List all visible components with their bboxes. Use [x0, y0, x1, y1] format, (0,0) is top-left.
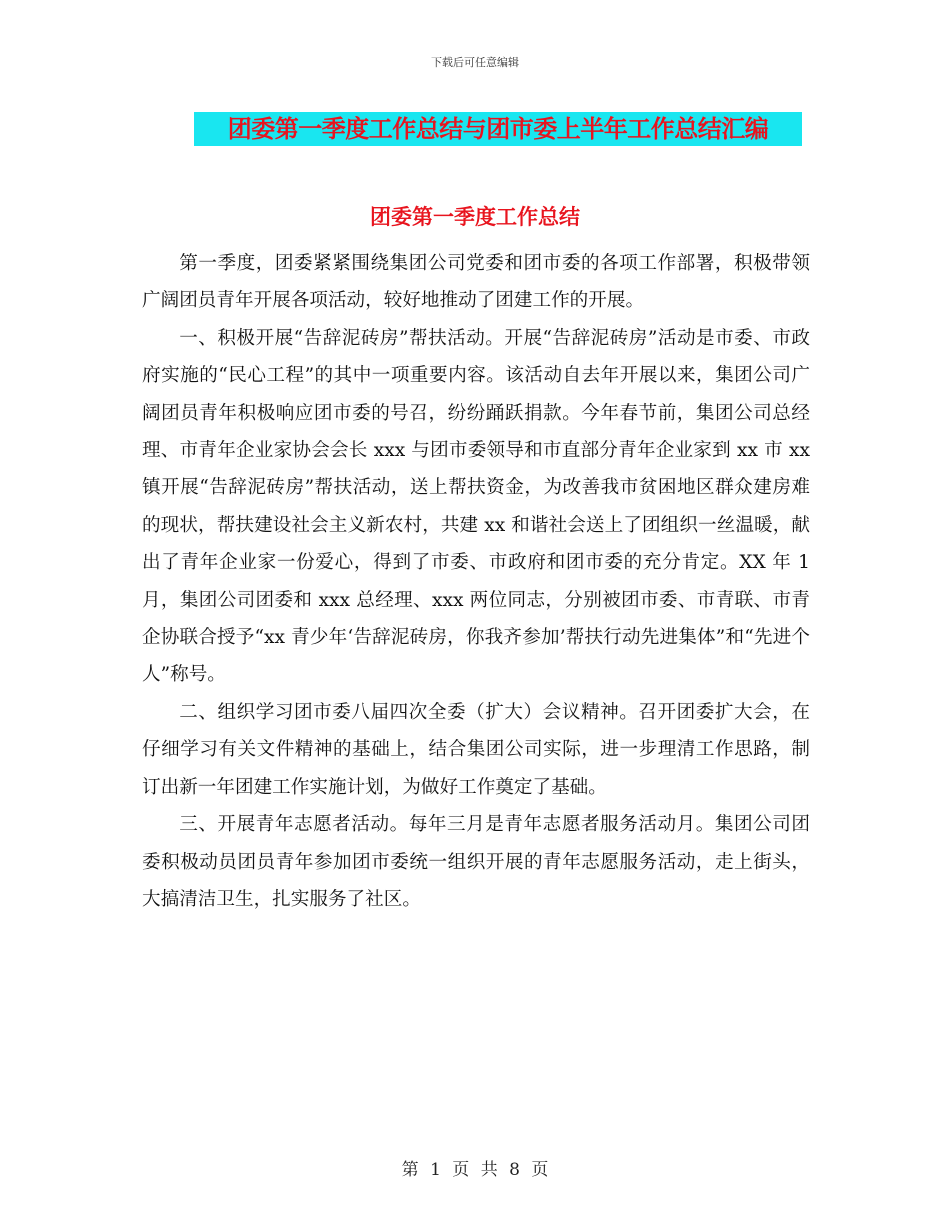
- paragraph-item-3: 三、开展青年志愿者活动。每年三月是青年志愿者服务活动月。集团公司团委积极动员团员青年参加团市委统一组织开展的青年志愿服务活动，走上街头，大搞清洁卫生，扎实服务了社区。: [142, 814, 810, 910]
- document-body: [142, 245, 810, 918]
- page-number: 第 1 页 共 8 页: [401, 1160, 549, 1180]
- paragraph-item-2: 二、组织学习团市委八届四次全委（扩大）会议精神。召开团委扩大会，在仔细学习有关文件精神的基础上，结合集团公司实际，进一步理清工作思路，制订出新一年团建工作实施计划，为做好工作奠定了基础。: [142, 701, 810, 798]
- document-title: 团委第一季度工作总结与团市委上半年工作总结汇编: [227, 114, 769, 143]
- paragraph-item-1: 一、积极开展“告辞泥砖房”帮扶活动。开展“告辞泥砖房”活动是市委、市政府实施的“民心工程”的其中一项重要内容。该活动自去年开展以来，集团公司广阔团员青年积极响应团市委的号召，纷纷踊跃捐款。今年春节前，集团公司总经理、市青年企业家协会会长 xxx 与团市委领导和市直部分青年企业家到 xx 市 xx 镇开展“告辞泥砖房”帮扶活动，送上帮扶资金，为改善我市贫困地区群众建房难的现状，帮扶建设社会主义新农村，共建 xx 和谐社会送上了团组织一丝温暖，献出了青年企业家一份爱心，得到了市委、市政府和团市委的充分肯定。XX 年 1 月，集团公司团委和 xxx 总经理、xxx 两位同志，分别被团市委、市青联、市青企协联合授予“xx 青少年‘告辞泥砖房，你我齐参加’帮扶行动先进集体”和“先进个人”称号。: [142, 327, 810, 686]
- paragraph-intro: 第一季度，团委紧紧围绕集团公司党委和团市委的各项工作部署，积极带领广阔团员青年开展各项活动，较好地推动了团建工作的开展。: [142, 253, 810, 312]
- document-title-highlight: [194, 112, 802, 146]
- header-note: 下载后可任意编辑: [431, 56, 519, 69]
- section-title: 团委第一季度工作总结: [370, 204, 580, 229]
